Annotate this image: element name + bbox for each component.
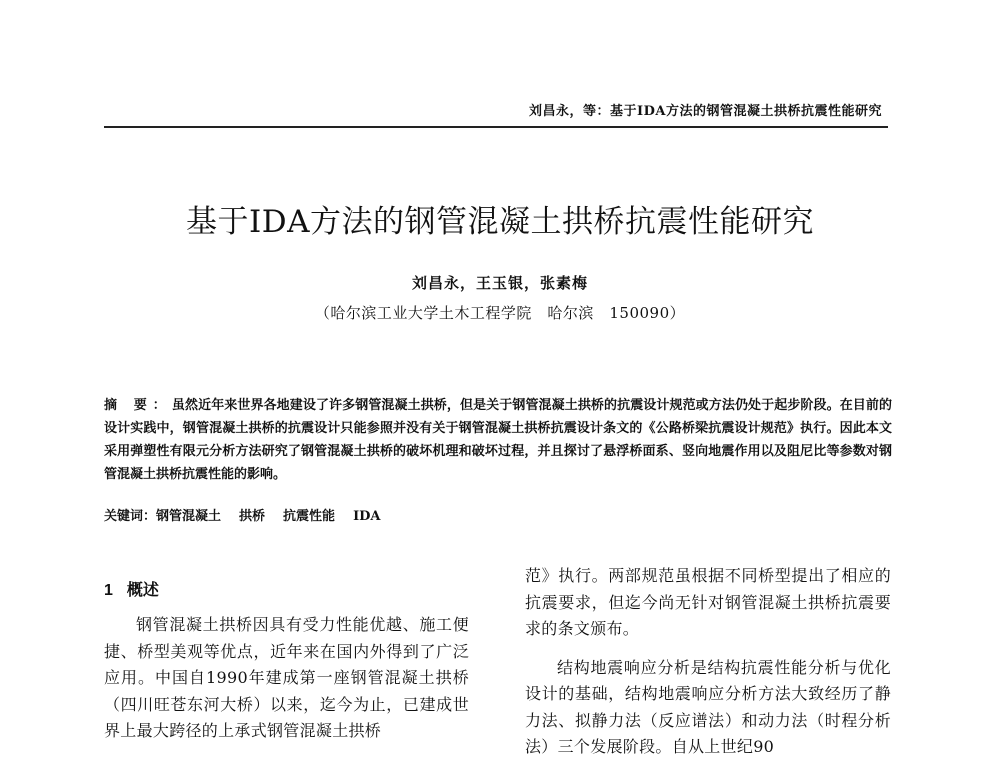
abstract-text: 虽然近年来世界各地建设了许多钢管混凝土拱桥，但是关于钢管混凝土拱桥的抗震设计规范或方法仍处于起步阶段。在目前的设计实践中，钢管混凝土拱桥的抗震设计只能参照并没有关于钢管混凝土拱桥抗震设计条文的《公路桥梁抗震设计规范》执行。因此本文采用弹塑性有限元分析方法研究了钢管混凝土拱桥的破坏机理和破坏过程，并且探讨了悬浮桥面系、竖向地震作用以及阻尼比等参数对钢管混凝土拱桥抗震性能的影响。 xyxy=(104,398,892,482)
section-number: 1 xyxy=(104,582,113,599)
keywords xyxy=(104,505,399,524)
left-column xyxy=(104,577,469,745)
paper-title: 基于IDA方法的钢管混凝土拱桥抗震性能研究 xyxy=(186,204,814,240)
body-paragraph: 结构地震响应分析是结构抗震性能分析与优化设计的基础，结构地震响应分析方法大致经历了静力法、拟静力法（反应谱法）和动力法（时程分析法）三个发展阶段。自从上世纪90 xyxy=(525,657,891,756)
keyword: 抗震性能 xyxy=(283,509,336,524)
section-title: 概述 xyxy=(126,582,159,599)
affiliation: （哈尔滨工业大学土木工程学院 哈尔滨 150090） xyxy=(314,304,686,322)
authors: 刘昌永，王玉银，张素梅 xyxy=(411,274,588,292)
abstract-label: 摘 要： xyxy=(104,398,172,413)
right-column xyxy=(525,563,891,761)
body-paragraph: 钢管混凝土拱桥因具有受力性能优越、施工便捷、桥型美观等优点，近年来在国内外得到了广泛应用。中国自1990年建成第一座钢管混凝土拱桥（四川旺苍东河大桥）以来，迄今为止，已建成世界上最大跨径的上承式钢管混凝土拱桥 xyxy=(104,615,469,740)
header-rule xyxy=(104,126,888,128)
abstract xyxy=(104,394,892,486)
keyword: 拱桥 xyxy=(239,509,266,524)
section-heading xyxy=(104,577,469,600)
keyword: IDA xyxy=(353,509,381,524)
running-header: 刘昌永，等：基于IDA方法的钢管混凝土拱桥抗震性能研究 xyxy=(529,104,882,119)
keywords-label: 关键词： xyxy=(104,509,157,524)
keyword: 钢管混凝土 xyxy=(156,509,222,524)
body-paragraph: 范》执行。两部规范虽根据不同桥型提出了相应的抗震要求，但迄今尚无针对钢管混凝土拱桥抗震要求的条文颁布。 xyxy=(525,566,891,638)
